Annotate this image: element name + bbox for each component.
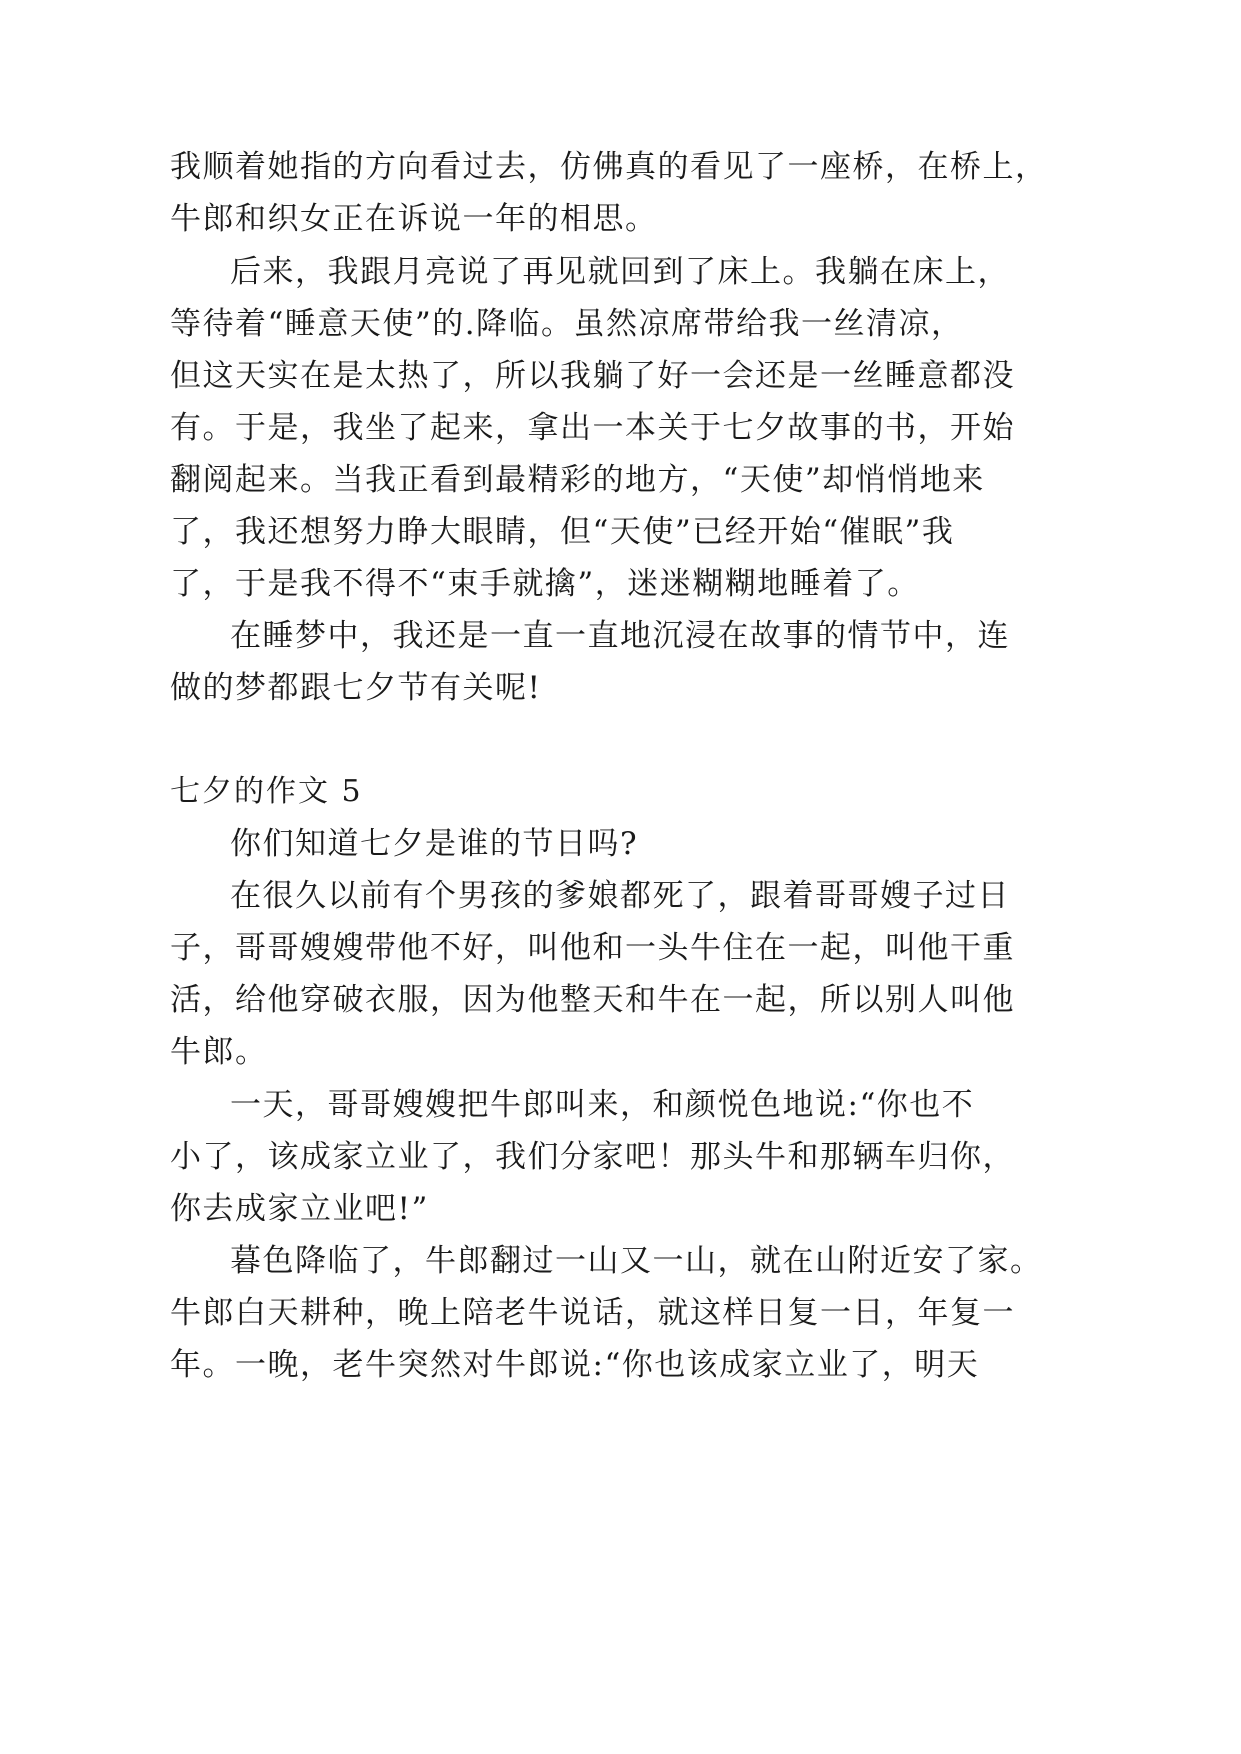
- paragraph-line: [0, 658, 1241, 718]
- paragraph-line: [0, 814, 1241, 874]
- text-line: 做的梦都跟七夕节有关呢!: [170, 670, 542, 706]
- paragraph-line: [0, 450, 1241, 510]
- paragraph-line: [0, 1335, 1241, 1395]
- paragraph-line: [0, 1179, 1241, 1239]
- text-line: 小了，该成家立业了，我们分家吧！那头牛和那辆车归你，: [170, 1139, 1015, 1175]
- paragraph-line: [0, 866, 1241, 926]
- text-line: 牛郎。: [170, 1034, 268, 1070]
- text-line: 了，于是我不得不“束手就擒”，迷迷糊糊地睡着了。: [170, 566, 920, 602]
- section-title: 七夕的作文 5: [170, 774, 363, 809]
- text-line: 有。于是，我坐了起来，拿出一本关于七夕故事的书，开始: [170, 410, 1015, 446]
- text-line: 牛郎和织女正在诉说一年的相思。: [170, 201, 658, 237]
- paragraph-line: [0, 346, 1241, 406]
- paragraph-line: [0, 294, 1241, 354]
- text-line: 你去成家立业吧!”: [170, 1191, 429, 1227]
- text-line: 年。一晚，老牛突然对牛郎说:“你也该成家立业了，明天: [170, 1347, 980, 1383]
- paragraph-line: [0, 502, 1241, 562]
- paragraph-line: [0, 1075, 1241, 1135]
- paragraph-line: [0, 606, 1241, 666]
- paragraph-line: [0, 242, 1241, 302]
- paragraph-line: [0, 137, 1241, 197]
- text-line: 后来，我跟月亮说了再见就回到了床上。我躺在床上，: [230, 254, 1010, 290]
- text-line: 牛郎白天耕种，晚上陪老牛说话，就这样日复一日，年复一: [170, 1295, 1015, 1331]
- text-line: 但这天实在是太热了，所以我躺了好一会还是一丝睡意都没: [170, 358, 1015, 394]
- text-line: 活，给他穿破衣服，因为他整天和牛在一起，所以别人叫他: [170, 982, 1015, 1018]
- paragraph-line: [0, 189, 1241, 249]
- paragraph-line: [0, 970, 1241, 1030]
- text-line: 等待着“睡意天使”的.降临。虽然凉席带给我一丝清凉，: [170, 306, 964, 342]
- text-line: 你们知道七夕是谁的节日吗?: [230, 826, 639, 862]
- text-line: 我顺着她指的方向看过去，仿佛真的看见了一座桥，在桥上，: [170, 149, 1048, 185]
- paragraph-line: [0, 1022, 1241, 1082]
- paragraph-line: [0, 918, 1241, 978]
- text-line: 在睡梦中，我还是一直一直地沉浸在故事的情节中，连: [230, 618, 1010, 654]
- text-line: 暮色降临了，牛郎翻过一山又一山，就在山附近安了家。: [230, 1243, 1043, 1279]
- text-line: 在很久以前有个男孩的爹娘都死了，跟着哥哥嫂子过日: [230, 878, 1010, 914]
- text-line: 子，哥哥嫂嫂带他不好，叫他和一头牛住在一起，叫他干重: [170, 930, 1015, 966]
- paragraph-line: [0, 1127, 1241, 1187]
- text-line: 了，我还想努力睁大眼睛，但“天使”已经开始“催眠”我: [170, 514, 955, 550]
- paragraph-line: [0, 554, 1241, 614]
- text-line: 一天，哥哥嫂嫂把牛郎叫来，和颜悦色地说:“你也不: [230, 1087, 975, 1123]
- text-line: 翻阅起来。当我正看到最精彩的地方，“天使”却悄悄地来: [170, 462, 985, 498]
- paragraph-line: [0, 1283, 1241, 1343]
- paragraph-line: [0, 398, 1241, 458]
- paragraph-line: [0, 1231, 1241, 1291]
- section-heading: [0, 762, 1241, 822]
